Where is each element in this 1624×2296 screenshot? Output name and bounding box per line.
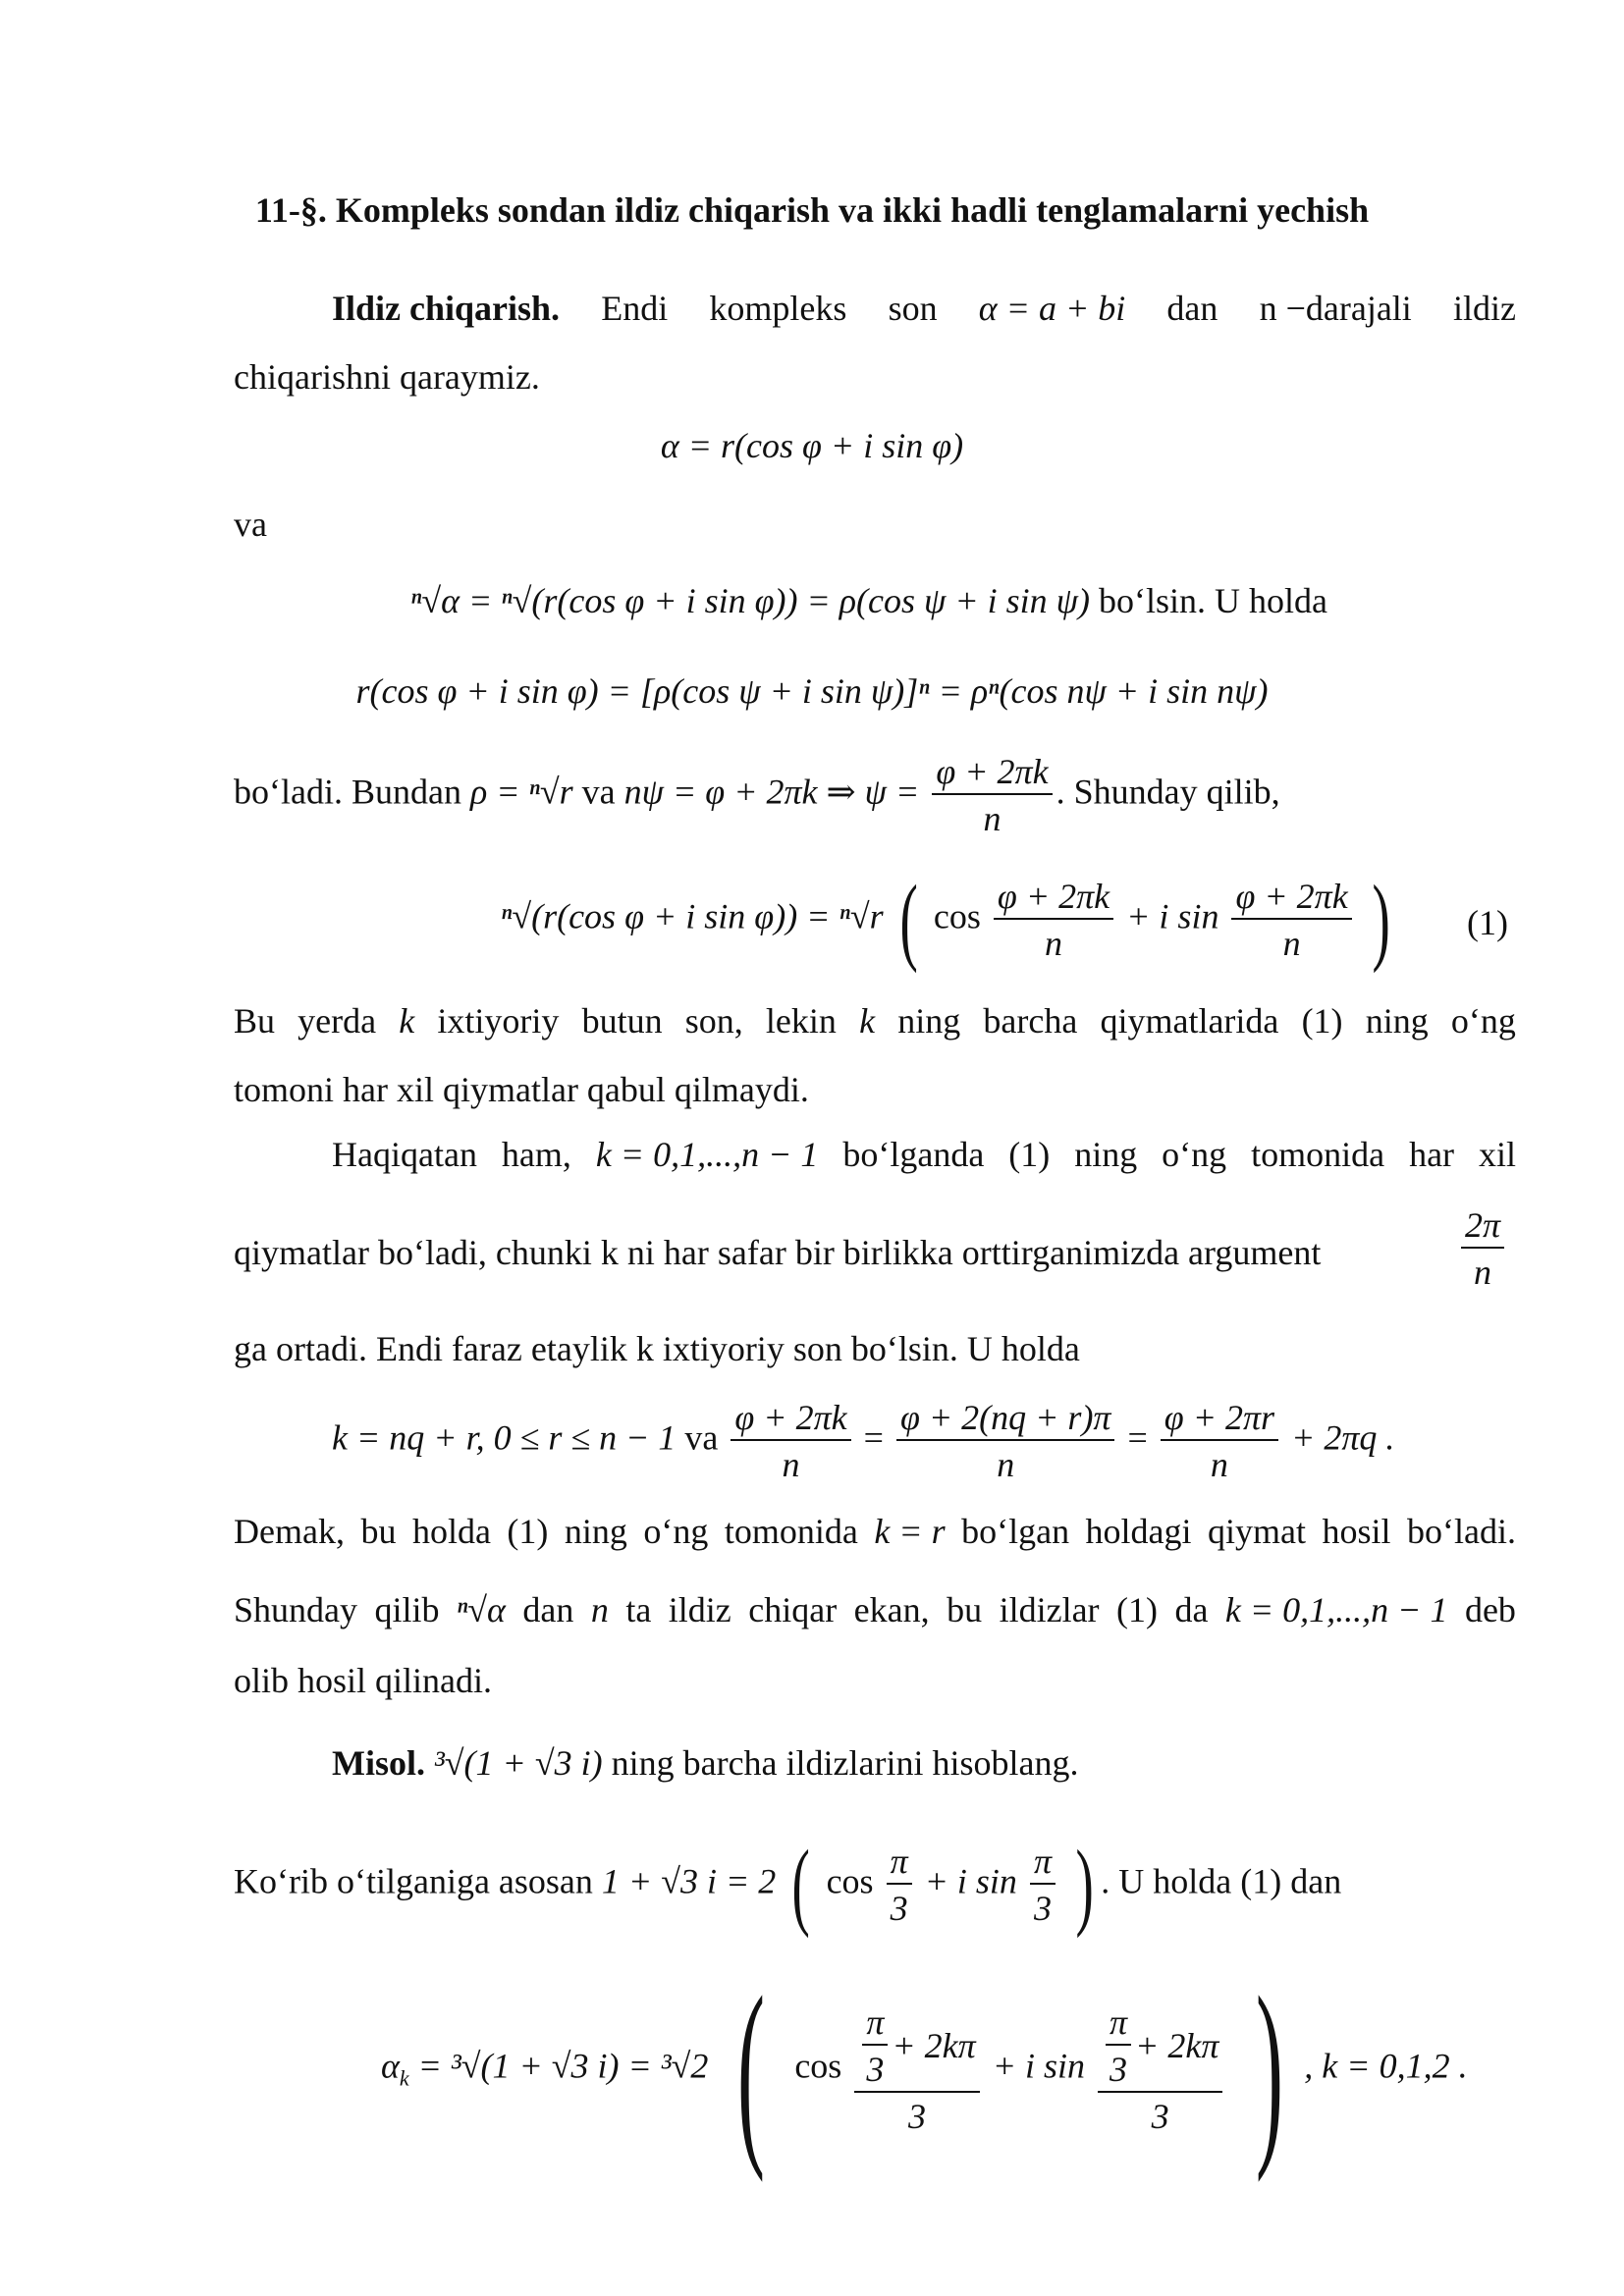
text-va: va xyxy=(676,1417,728,1458)
formula-1-left: ⁿ√(r(cos φ + i sin φ)) = ⁿ√r xyxy=(501,896,884,936)
equation-k-reduction xyxy=(332,1400,1394,1482)
numerator: φ + 2(nq + r)π xyxy=(896,1400,1115,1441)
word: chiqar xyxy=(748,1590,838,1629)
fraction xyxy=(1161,1400,1278,1482)
word: barcha xyxy=(983,1001,1078,1041)
word: son, xyxy=(684,1001,743,1041)
equals: = xyxy=(1127,1417,1148,1458)
word: xil xyxy=(1478,1135,1516,1174)
var-k: k xyxy=(859,1001,876,1041)
text: va xyxy=(572,772,624,812)
cos: cos xyxy=(826,1861,874,1901)
denominator: n xyxy=(997,1445,1015,1484)
numerator: φ + 2πr xyxy=(1161,1400,1278,1441)
denominator: 3 xyxy=(1110,2050,1128,2089)
word: tomonida xyxy=(724,1512,858,1551)
line-bundan xyxy=(234,754,1280,836)
denominator: n xyxy=(1045,924,1063,963)
cos: cos xyxy=(794,2046,842,2086)
word: ning xyxy=(897,1001,961,1041)
paren-right: ) xyxy=(1256,1954,1284,2183)
formula-k-r: k = r xyxy=(874,1512,946,1551)
equation-alpha-trig: α = r(cos φ + i sin φ) xyxy=(660,426,964,465)
word: kompleks xyxy=(709,289,847,328)
isin: + i sin xyxy=(992,2046,1085,2086)
subscript-k: k xyxy=(399,2065,409,2091)
paren-right: ) xyxy=(1075,1830,1094,1939)
word: dan xyxy=(522,1590,574,1629)
fraction xyxy=(1461,1207,1504,1290)
formula-1 xyxy=(501,865,1397,974)
word: da xyxy=(1174,1590,1209,1629)
example-line-trig-form xyxy=(234,1830,1342,1939)
word: Demak, xyxy=(234,1512,345,1551)
isin: + i sin xyxy=(924,1861,1017,1901)
numerator xyxy=(1098,2004,1222,2093)
text: . Shunday qilib, xyxy=(1056,772,1280,812)
numerator: φ + 2πk xyxy=(1231,879,1351,920)
section-title: 11-§. Kompleks sondan ildiz chiqarish va ikki hadli tenglamalarni yechish xyxy=(254,190,1370,230)
word: bo‘lganda xyxy=(842,1135,985,1174)
word: ildiz xyxy=(1452,289,1516,328)
word: ta xyxy=(625,1590,652,1629)
formula-tail: + 2πq . xyxy=(1291,1417,1395,1458)
word: Shunday xyxy=(234,1590,357,1629)
paren-left: ( xyxy=(899,865,918,974)
numerator: φ + 2πk xyxy=(731,1400,850,1441)
equation-power: r(cos φ + i sin φ) = [ρ(cos ψ + i sin ψ)]ⁿ = ρⁿ(cos nψ + i sin nψ) xyxy=(355,671,1269,711)
denominator: n xyxy=(1210,1445,1228,1484)
fraction xyxy=(887,1843,912,1926)
numerator: φ + 2πk xyxy=(932,754,1052,795)
word: bo‘ladi. xyxy=(1406,1512,1516,1551)
word: o‘ng xyxy=(1450,1001,1516,1041)
numerator xyxy=(854,2004,979,2093)
equation-root-text: bo‘lsin. U holda xyxy=(1090,581,1328,620)
text-va: va xyxy=(234,505,267,544)
paragraph-3-line-3: ga ortadi. Endi faraz etaylik k ixtiyoriy son bo‘lsin. U holda xyxy=(234,1329,1080,1368)
denominator: n xyxy=(1474,1253,1492,1292)
formula-1-label: (1) xyxy=(1467,903,1508,942)
example-heading xyxy=(332,1745,1078,1781)
paren-left: ( xyxy=(791,1830,811,1939)
word: (1) xyxy=(1116,1590,1158,1629)
word: o‘ng xyxy=(1162,1135,1227,1174)
paren-left: ( xyxy=(737,1954,766,2183)
denominator: n xyxy=(983,799,1001,838)
word: ixtiyoriy xyxy=(437,1001,560,1041)
paragraph-2-line-2: tomoni har xil qiymatlar qabul qilmaydi. xyxy=(234,1070,809,1109)
numerator: π xyxy=(862,2004,888,2046)
word: qiymat xyxy=(1208,1512,1306,1551)
word: yerda xyxy=(298,1001,377,1041)
word: butun xyxy=(581,1001,663,1041)
var-n: n xyxy=(590,1590,609,1629)
text: ning barcha ildizlarini hisoblang. xyxy=(602,1743,1079,1783)
denominator: n xyxy=(782,1445,800,1484)
var-k: k xyxy=(399,1001,415,1041)
denominator: 3 xyxy=(866,2050,885,2089)
word: ildiz xyxy=(668,1590,731,1629)
denominator: 3 xyxy=(1151,2097,1169,2136)
cos: cos xyxy=(933,896,981,936)
word: bu xyxy=(947,1590,983,1629)
word: bo‘lgan xyxy=(961,1512,1070,1551)
example-label: Misol. xyxy=(332,1743,425,1783)
word: lekin xyxy=(765,1001,837,1041)
paragraph-4 xyxy=(234,1514,1516,1549)
paragraph-3-line-1 xyxy=(332,1137,1516,1172)
compound-fraction xyxy=(854,2004,979,2134)
fraction xyxy=(1231,879,1351,961)
denominator: 3 xyxy=(890,1889,908,1928)
equation-root-left: ⁿ√α = ⁿ√(r(cos φ + i sin φ)) = ρ(cos ψ + i sin ψ) xyxy=(410,581,1091,620)
word: deb xyxy=(1464,1590,1516,1629)
formula-root-alpha: ⁿ√α xyxy=(456,1590,506,1629)
word: ning xyxy=(564,1512,627,1551)
fraction xyxy=(1030,1843,1056,1926)
text: Ko‘rib o‘tilganiga asosan xyxy=(234,1861,602,1901)
formula-rho: ρ = ⁿ√r xyxy=(469,772,573,812)
formula: 1 + √3 i = 2 xyxy=(601,1861,777,1901)
word: son xyxy=(888,289,938,328)
word: hosil xyxy=(1322,1512,1391,1551)
word: dan xyxy=(1166,289,1218,328)
paragraph-5-line-2: olib hosil qilinadi. xyxy=(234,1661,493,1700)
word: n −darajali xyxy=(1259,289,1412,328)
numerator: π xyxy=(1030,1843,1056,1885)
formula-k-range: k = 0,1,...,n − 1 xyxy=(1224,1590,1448,1629)
compound-fraction xyxy=(1098,2004,1222,2134)
word: har xyxy=(1409,1135,1455,1174)
alpha: α xyxy=(381,2046,400,2086)
formula: k = nq + r, 0 ≤ r ≤ n − 1 xyxy=(332,1417,677,1458)
text: + 2kπ xyxy=(892,2026,976,2065)
formula-tail: , k = 0,1,2 . xyxy=(1304,2046,1468,2086)
paragraph-1-line-1 xyxy=(332,291,1516,326)
fraction xyxy=(896,1400,1115,1482)
paragraph-3-line-2: qiymatlar bo‘ladi, chunki k ni har safar bir birlikka orttirganimizda argument xyxy=(234,1233,1322,1272)
word: bu xyxy=(360,1512,397,1551)
numerator: 2π xyxy=(1461,1207,1504,1249)
word: ning xyxy=(1074,1135,1138,1174)
text: . U holda (1) dan xyxy=(1101,1861,1342,1901)
word: qiymatlarida xyxy=(1100,1001,1279,1041)
fraction-psi xyxy=(932,754,1052,836)
formula-psi: nψ = φ + 2πk ⇒ ψ = xyxy=(623,772,920,812)
example-roots-formula xyxy=(381,1954,1468,2183)
denominator: 3 xyxy=(908,2097,926,2136)
word: holda xyxy=(411,1512,491,1551)
fraction xyxy=(731,1400,850,1482)
word: qilib xyxy=(374,1590,440,1629)
word: Haqiqatan xyxy=(332,1135,477,1174)
word: tomonida xyxy=(1251,1135,1385,1174)
word: ning xyxy=(1365,1001,1429,1041)
example-expression: ³√(1 + √3 i) xyxy=(434,1743,603,1783)
word: holdagi xyxy=(1085,1512,1192,1551)
word: (1) xyxy=(507,1512,549,1551)
text: + 2kπ xyxy=(1135,2026,1219,2065)
word: (1) xyxy=(1301,1001,1343,1041)
paragraph-1-line-2: chiqarishni qaraymiz. xyxy=(234,357,540,397)
word: Endi xyxy=(601,289,669,328)
numerator: φ + 2πk xyxy=(994,879,1113,920)
denominator: n xyxy=(1282,924,1301,963)
equals: = xyxy=(863,1417,884,1458)
word: ekan, xyxy=(853,1590,930,1629)
word: ildizlar xyxy=(999,1590,1100,1629)
fraction xyxy=(862,2004,888,2087)
fraction xyxy=(1106,2004,1131,2087)
text: bo‘ladi. Bundan xyxy=(234,772,470,812)
paragraph-5-line-1 xyxy=(234,1592,1516,1628)
formula-k-range: k = 0,1,...,n − 1 xyxy=(595,1135,819,1174)
paren-right: ) xyxy=(1372,865,1390,974)
numerator: π xyxy=(887,1843,912,1885)
denominator: 3 xyxy=(1033,1889,1052,1928)
equation-root-definition xyxy=(410,583,1327,618)
isin: + i sin xyxy=(1126,896,1219,936)
fraction xyxy=(994,879,1113,961)
fraction-2pi-n xyxy=(1457,1207,1508,1290)
word: o‘ng xyxy=(643,1512,709,1551)
numerator: π xyxy=(1106,2004,1131,2046)
formula-alpha: α = a + bi xyxy=(978,289,1126,328)
word: Bu xyxy=(234,1001,276,1041)
word: (1) xyxy=(1008,1135,1051,1174)
formula: = ³√(1 + √3 i) = ³√2 xyxy=(408,2046,709,2086)
paragraph-2-line-1 xyxy=(234,1003,1516,1039)
paragraph-1-heading: Ildiz chiqarish. xyxy=(332,289,561,328)
word: ham, xyxy=(501,1135,571,1174)
